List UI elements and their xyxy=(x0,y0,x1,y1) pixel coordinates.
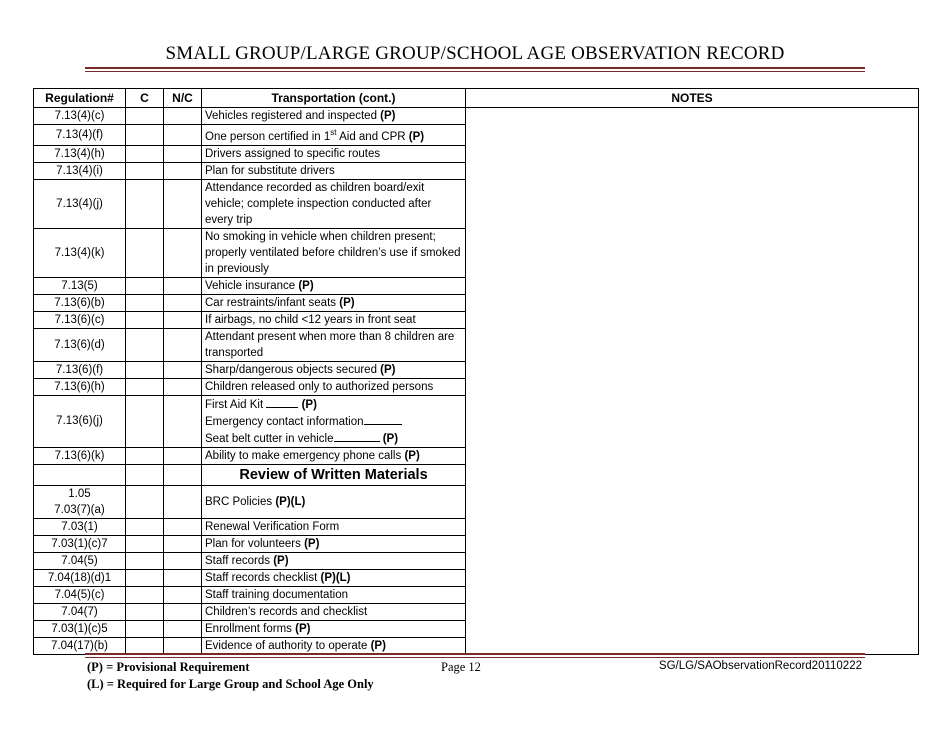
requirement-flag: (P) xyxy=(273,554,289,567)
header-rule xyxy=(85,67,865,69)
item-text: If airbags, no child <12 years in front seat xyxy=(205,313,416,326)
item-text: Plan for substitute drivers xyxy=(205,164,335,177)
requirement-flag: (P) xyxy=(304,537,320,550)
item-cell xyxy=(202,395,466,447)
compliant-cell[interactable] xyxy=(126,294,164,311)
compliant-cell[interactable] xyxy=(126,586,164,603)
noncompliant-cell[interactable] xyxy=(164,569,202,586)
fill-in-blank[interactable] xyxy=(334,430,380,442)
regulation-cell: 7.13(4)(j) xyxy=(34,179,126,228)
item-cell xyxy=(202,145,466,162)
item-text: Emergency contact information xyxy=(205,415,364,428)
checklist-line xyxy=(205,430,462,447)
item-text: Aid and CPR xyxy=(336,130,409,143)
header-rule-thin xyxy=(85,71,865,72)
requirement-flag: (P) xyxy=(370,639,386,652)
noncompliant-cell[interactable] xyxy=(164,294,202,311)
item-cell xyxy=(202,108,466,125)
item-text: Staff records checklist xyxy=(205,571,321,584)
regulation-cell: 7.13(4)(k) xyxy=(34,228,126,277)
compliant-cell[interactable] xyxy=(126,328,164,361)
regulation-cell: 7.04(5)(c) xyxy=(34,586,126,603)
regulation-cell: 7.13(6)(d) xyxy=(34,328,126,361)
regulation-cell: 7.13(4)(f) xyxy=(34,125,126,146)
item-cell xyxy=(202,277,466,294)
noncompliant-cell[interactable] xyxy=(164,464,202,485)
item-cell xyxy=(202,378,466,395)
requirement-flag: (P)(L) xyxy=(275,495,306,508)
compliant-cell[interactable] xyxy=(126,361,164,378)
requirement-flag: (P) xyxy=(380,363,396,376)
requirement-flag: (P) xyxy=(404,449,420,462)
regulation-cell: 7.03(1)(c)5 xyxy=(34,620,126,637)
item-cell xyxy=(202,162,466,179)
large-group-legend: (L) = Required for Large Group and School Age Only xyxy=(87,677,374,691)
compliant-cell[interactable] xyxy=(126,603,164,620)
item-text: Attendant present when more than 8 children are transported xyxy=(205,330,455,359)
header-notes: NOTES xyxy=(466,89,919,108)
compliant-cell[interactable] xyxy=(126,620,164,637)
noncompliant-cell[interactable] xyxy=(164,228,202,277)
regulation-cell: 7.03(1)(c)7 xyxy=(34,535,126,552)
noncompliant-cell[interactable] xyxy=(164,586,202,603)
compliant-cell[interactable] xyxy=(126,637,164,654)
document-id: SG/LG/SAObservationRecord20110222 xyxy=(658,660,862,672)
item-text: Car restraints/infant seats xyxy=(205,296,340,309)
compliant-cell[interactable] xyxy=(126,464,164,485)
compliant-cell[interactable] xyxy=(126,277,164,294)
noncompliant-cell[interactable] xyxy=(164,277,202,294)
page-number: Page 12 xyxy=(441,660,481,674)
requirement-flag: (P) xyxy=(295,622,311,635)
item-cell xyxy=(202,586,466,603)
regulation-cell: 7.13(6)(c) xyxy=(34,311,126,328)
compliant-cell[interactable] xyxy=(126,535,164,552)
noncompliant-cell[interactable] xyxy=(164,603,202,620)
item-cell xyxy=(202,328,466,361)
requirement-flag: (P) xyxy=(339,296,355,309)
fill-in-blank[interactable] xyxy=(364,413,402,425)
table-body xyxy=(34,108,919,655)
header-section: Transportation (cont.) xyxy=(202,89,466,108)
compliant-cell[interactable] xyxy=(126,395,164,447)
item-text: Vehicles registered and inspected xyxy=(205,110,381,122)
noncompliant-cell[interactable] xyxy=(164,361,202,378)
compliant-cell[interactable] xyxy=(126,145,164,162)
noncompliant-cell[interactable] xyxy=(164,518,202,535)
compliant-cell[interactable] xyxy=(126,447,164,464)
noncompliant-cell[interactable] xyxy=(164,108,202,125)
checklist-line xyxy=(205,413,462,430)
header-compliant: C xyxy=(126,89,164,108)
noncompliant-cell[interactable] xyxy=(164,328,202,361)
regulation-cell: 7.13(4)(h) xyxy=(34,145,126,162)
item-cell xyxy=(202,361,466,378)
item-text: Children’s records and checklist xyxy=(205,605,368,618)
provisional-legend: (P) = Provisional Requirement xyxy=(87,660,250,674)
noncompliant-cell[interactable] xyxy=(164,447,202,464)
regulation-cell: 7.13(6)(k) xyxy=(34,447,126,464)
requirement-flag: (P) xyxy=(380,110,396,122)
item-text: Staff training documentation xyxy=(205,588,348,601)
regulation-cell: 7.13(6)(f) xyxy=(34,361,126,378)
compliant-cell[interactable] xyxy=(126,125,164,146)
item-text: Attendance recorded as children board/exit vehicle; complete inspection conducted after every trip xyxy=(205,181,432,226)
compliant-cell[interactable] xyxy=(126,518,164,535)
item-cell xyxy=(202,552,466,569)
footer-rule xyxy=(85,653,865,655)
item-cell xyxy=(202,569,466,586)
compliant-cell[interactable] xyxy=(126,108,164,125)
observation-table xyxy=(33,88,919,655)
regulation-cell: 7.04(5) xyxy=(34,552,126,569)
item-text: Ability to make emergency phone calls xyxy=(205,449,405,462)
regulation-cell: 7.04(7) xyxy=(34,603,126,620)
item-text: Evidence of authority to operate xyxy=(205,639,371,652)
noncompliant-cell[interactable] xyxy=(164,125,202,146)
noncompliant-cell[interactable] xyxy=(164,378,202,395)
header-regulation: Regulation# xyxy=(34,89,126,108)
item-text: Children released only to authorized persons xyxy=(205,380,434,393)
item-text: Drivers assigned to specific routes xyxy=(205,147,381,160)
item-cell xyxy=(202,294,466,311)
header-noncompliant: N/C xyxy=(164,89,202,108)
item-cell xyxy=(202,447,466,464)
compliant-cell[interactable] xyxy=(126,162,164,179)
regulation-cell: 7.13(6)(j) xyxy=(34,395,126,447)
item-text: Plan for volunteers xyxy=(205,537,305,550)
compliant-cell[interactable] xyxy=(126,378,164,395)
item-text: First Aid Kit xyxy=(205,398,267,411)
noncompliant-cell[interactable] xyxy=(164,637,202,654)
regulation-cell: 1.05 7.03(7)(a) xyxy=(34,485,126,518)
noncompliant-cell[interactable] xyxy=(164,179,202,228)
item-cell xyxy=(202,311,466,328)
regulation-cell xyxy=(34,464,126,485)
regulation-cell: 7.13(5) xyxy=(34,277,126,294)
noncompliant-cell[interactable] xyxy=(164,535,202,552)
notes-cell[interactable] xyxy=(466,108,919,655)
item-text: Enrollment forms xyxy=(205,622,296,635)
compliant-cell[interactable] xyxy=(126,569,164,586)
item-text: Vehicle insurance xyxy=(205,279,299,292)
section-title: Review of Written Materials xyxy=(202,464,466,485)
regulation-cell: 7.13(4)(i) xyxy=(34,162,126,179)
regulation-cell: 7.13(6)(b) xyxy=(34,294,126,311)
requirement-flag: (P) xyxy=(298,279,314,292)
fill-in-blank[interactable] xyxy=(266,396,298,408)
item-cell xyxy=(202,179,466,228)
regulation-cell: 7.04(17)(b) xyxy=(34,637,126,654)
regulation-cell: 7.03(1) xyxy=(34,518,126,535)
table-row xyxy=(34,108,919,125)
noncompliant-cell[interactable] xyxy=(164,620,202,637)
item-text: BRC Policies xyxy=(205,495,276,508)
requirement-flag: (P) xyxy=(408,130,425,143)
regulation-cell: 7.13(4)(c) xyxy=(34,108,126,125)
item-text: Seat belt cutter in vehicle xyxy=(205,432,334,445)
checklist-line xyxy=(205,396,462,413)
item-cell xyxy=(202,637,466,654)
item-text: Sharp/dangerous objects secured xyxy=(205,363,381,376)
compliant-cell[interactable] xyxy=(126,311,164,328)
requirement-flag: (P)(L) xyxy=(320,571,351,584)
noncompliant-cell[interactable] xyxy=(164,485,202,518)
compliant-cell[interactable] xyxy=(126,179,164,228)
noncompliant-cell[interactable] xyxy=(164,145,202,162)
item-text: No smoking in vehicle when children present; properly ventilated before children’s use if smoked in previously xyxy=(205,230,461,275)
compliant-cell[interactable] xyxy=(126,485,164,518)
noncompliant-cell[interactable] xyxy=(164,162,202,179)
item-text: One person certified in 1 xyxy=(205,130,331,143)
page-title: SMALL GROUP/LARGE GROUP/SCHOOL AGE OBSERVATION RECORD xyxy=(165,43,785,64)
footer-rule-thin xyxy=(85,657,865,658)
compliant-cell[interactable] xyxy=(126,228,164,277)
table-header-row xyxy=(34,89,919,108)
compliant-cell[interactable] xyxy=(126,552,164,569)
item-text: Staff records xyxy=(205,554,274,567)
item-text: st xyxy=(330,128,337,137)
item-cell xyxy=(202,620,466,637)
item-cell xyxy=(202,228,466,277)
noncompliant-cell[interactable] xyxy=(164,552,202,569)
noncompliant-cell[interactable] xyxy=(164,395,202,447)
item-cell xyxy=(202,125,466,146)
item-cell xyxy=(202,485,466,518)
requirement-flag: (P) xyxy=(301,398,317,411)
requirement-flag: (P) xyxy=(382,432,399,445)
regulation-cell: 7.04(18)(d)1 xyxy=(34,569,126,586)
item-text: Renewal Verification Form xyxy=(205,520,340,533)
item-cell xyxy=(202,603,466,620)
regulation-cell: 7.13(6)(h) xyxy=(34,378,126,395)
noncompliant-cell[interactable] xyxy=(164,311,202,328)
item-cell xyxy=(202,535,466,552)
item-cell xyxy=(202,518,466,535)
